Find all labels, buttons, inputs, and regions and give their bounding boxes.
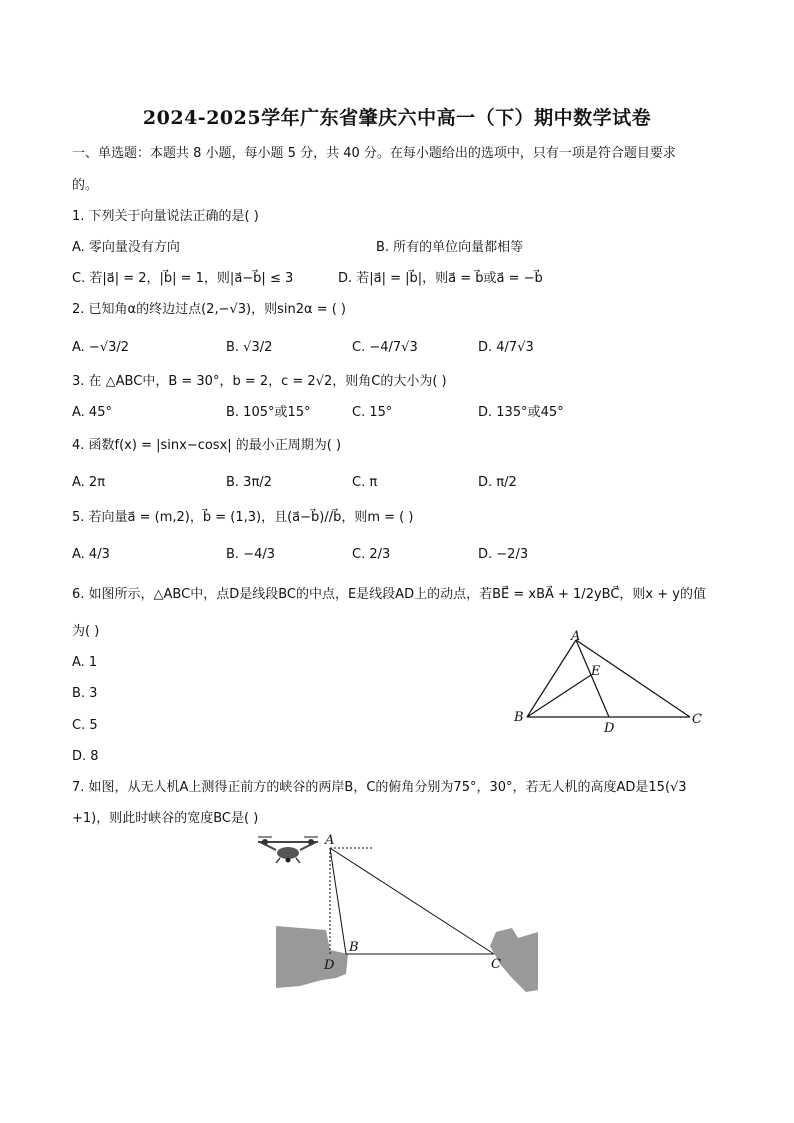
segment-be [527,675,591,717]
drone-icon [258,837,318,863]
q6-stem: 6. 如图所示，△ABC中，点D是线段BC的中点，E是线段AD上的动点，若BE⃗ = xBA⃗ + 1/2yBC⃗，则x + y的值 [72,587,706,602]
q5-option-b: B. −4/3 [226,547,275,562]
label-b: B [349,940,359,955]
q6-option-c: C. 5 [72,718,98,733]
q5-option-a: A. 4/3 [72,547,110,562]
label-e: E [591,664,601,679]
q2-option-d: D. 4/7√3 [478,340,534,355]
label-d: D [604,721,615,736]
q1-stem: 1. 下列关于向量说法正确的是( ) [72,209,259,224]
label-a: A [571,629,581,644]
q3-option-b: B. 105°或15° [226,405,311,420]
line-ab [330,848,346,954]
drone-canyon-figure [250,828,550,998]
line-ac [330,848,494,954]
left-cliff [276,926,348,988]
q4-stem: 4. 函数f(x) = |sinx−cosx| 的最小正周期为( ) [72,438,342,453]
q7-stem-cont: +1)，则此时峡谷的宽度BC是( ) [72,811,259,826]
triangle-figure [500,628,720,738]
label-b: B [514,710,524,725]
q1-option-a: A. 零向量没有方向 [72,240,180,255]
label-d: D [324,958,335,973]
q2-option-c: C. −4/7√3 [352,340,418,355]
exam-title: 2024-2025学年广东省肇庆六中高一（下）期中数学试卷 [142,107,652,129]
q2-option-b: B. √3/2 [226,340,273,355]
label-c: C [692,712,702,727]
side-ab [527,640,576,717]
q2-stem: 2. 已知角α的终边过点(2,−√3)，则sin2α = ( ) [72,302,346,317]
q4-option-c: C. π [352,475,378,490]
q5-stem: 5. 若向量a⃗ = (m,2)，b⃗ = (1,3)，且(a⃗−b⃗)//b⃗，则m = ( ) [72,510,414,525]
q7-stem: 7. 如图，从无人机A上测得正前方的峡谷的两岸B，C的俯角分别为75°，30°，若无人机的高度AD是15(√3 [72,780,687,795]
q5-option-c: C. 2/3 [352,547,391,562]
label-c: C [491,957,501,972]
q3-stem: 3. 在 △ABC中，B = 30°，b = 2，c = 2√2，则角C的大小为( ) [72,374,447,389]
q6-option-d: D. 8 [72,749,99,764]
section-heading-line1: 一、单选题：本题共 8 小题，每小题 5 分，共 40 分。在每小题给出的选项中，只有一项是符合题目要求 [72,146,676,161]
q3-option-a: A. 45° [72,405,112,420]
q4-option-b: B. 3π/2 [226,475,272,490]
q1-option-d: D. 若|a⃗| = |b⃗|，则a⃗ = b⃗或a⃗ = −b⃗ [338,271,543,286]
label-a: A [325,833,335,848]
q3-option-c: C. 15° [352,405,393,420]
q6-option-b: B. 3 [72,686,98,701]
q1-option-c: C. 若|a⃗| = 2，|b⃗| = 1，则|a⃗−b⃗| ≤ 3 [72,271,294,286]
q4-option-a: A. 2π [72,475,106,490]
q6-stem-cont: 为( ) [72,624,100,639]
section-heading-line2: 的。 [72,178,99,193]
q3-option-d: D. 135°或45° [478,405,564,420]
q2-option-a: A. −√3/2 [72,340,130,355]
q4-option-d: D. π/2 [478,475,517,490]
q6-option-a: A. 1 [72,655,98,670]
q1-option-b: B. 所有的单位向量都相等 [376,240,524,255]
q5-option-d: D. −2/3 [478,547,529,562]
